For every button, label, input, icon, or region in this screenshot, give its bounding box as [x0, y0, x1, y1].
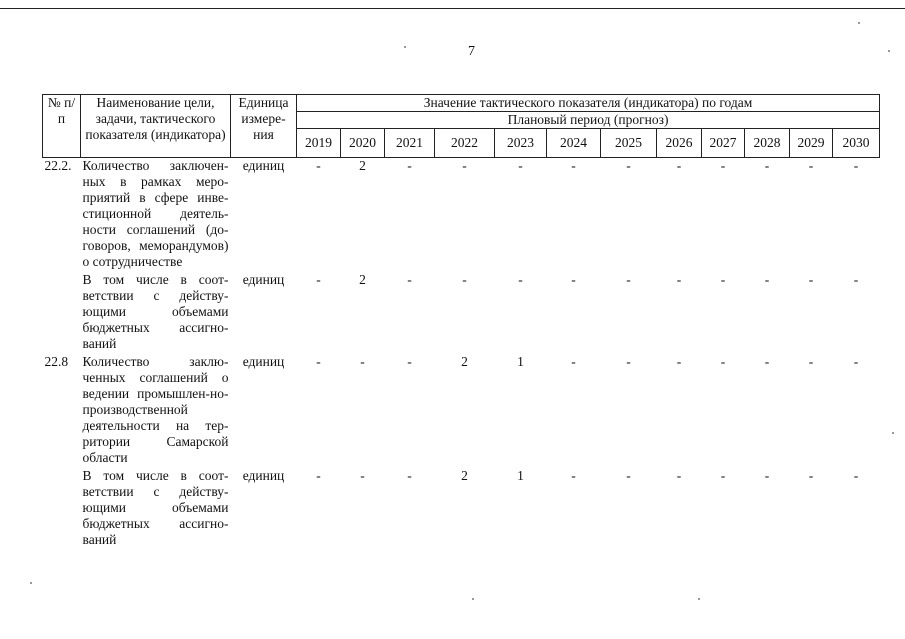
row-value: - — [462, 158, 467, 173]
scan-speck — [698, 598, 700, 600]
row-value: - — [676, 468, 682, 483]
header-year: 2023 — [495, 129, 547, 158]
scan-speck — [404, 46, 406, 48]
row-value: - — [626, 354, 631, 369]
row-value: - — [676, 354, 682, 369]
row-value: - — [462, 272, 467, 287]
row-value: - — [720, 272, 726, 287]
page-top-border — [0, 8, 905, 9]
row-value: - — [518, 158, 523, 173]
row-value: - — [407, 354, 412, 369]
row-name: Количество заклю-ченных соглашений о ведении промышлен-но-производственной деятельности на тер-ритории Самарской области — [82, 354, 229, 465]
scan-speck — [888, 50, 890, 52]
row-value: - — [407, 272, 412, 287]
header-year: 2022 — [435, 129, 495, 158]
row-value: - — [764, 158, 770, 173]
row-name: В том числе в соот-ветствии с действу-ющими объемами бюджетных ассигно-ваний — [82, 272, 229, 351]
row-value: - — [518, 272, 523, 287]
row-value: - — [764, 354, 770, 369]
row-value: 1 — [517, 354, 524, 369]
header-unit: Единица измере-ния — [231, 95, 297, 158]
header-num: № п/п — [43, 95, 81, 158]
row-value: 1 — [517, 468, 524, 483]
row-value: - — [360, 354, 365, 369]
row-value: - — [626, 158, 631, 173]
scan-speck — [892, 432, 894, 434]
header-period-title: Плановый период (прогноз) — [297, 112, 880, 129]
header-year: 2025 — [601, 129, 657, 158]
page-number: 7 — [468, 44, 475, 59]
scan-speck — [30, 582, 32, 584]
header-year: 2028 — [745, 129, 790, 158]
table-row — [43, 354, 880, 468]
row-value: - — [316, 158, 321, 173]
header-values-title: Значение тактического показателя (индикатора) по годам — [297, 95, 880, 112]
row-value: - — [571, 354, 576, 369]
header-year: 2021 — [385, 129, 435, 158]
row-value: - — [808, 158, 814, 173]
row-value: - — [720, 468, 726, 483]
scan-speck — [858, 22, 860, 24]
row-value: 2 — [461, 354, 468, 369]
table-row — [43, 272, 880, 354]
row-num — [43, 272, 81, 354]
row-value: - — [571, 272, 576, 287]
row-value: - — [720, 354, 726, 369]
header-year: 2027 — [702, 129, 745, 158]
row-unit: единиц — [242, 468, 285, 483]
table-row — [43, 158, 880, 273]
row-value: - — [676, 158, 682, 173]
row-unit: единиц — [242, 158, 285, 173]
row-value: - — [360, 468, 365, 483]
row-value: - — [676, 272, 682, 287]
scan-speck — [472, 598, 474, 600]
row-value: - — [571, 468, 576, 483]
header-year: 2019 — [297, 129, 341, 158]
row-value: - — [407, 468, 412, 483]
row-name: Количество заключен-ных в рамках меро-приятий в сфере инве-стиционной деятель-ности соглашений (до-говоров, меморандумов) о сотрудничестве — [82, 158, 229, 269]
header-year: 2020 — [341, 129, 385, 158]
header-year: 2024 — [547, 129, 601, 158]
row-value: - — [853, 354, 859, 369]
row-value: 2 — [359, 272, 366, 287]
row-value: - — [808, 272, 814, 287]
row-value: - — [571, 158, 576, 173]
row-value: - — [407, 158, 412, 173]
header-year: 2026 — [657, 129, 702, 158]
header-name: Наименование цели, задачи, тактического показателя (индикатора) — [81, 95, 231, 158]
row-value: 2 — [461, 468, 468, 483]
row-value: - — [316, 354, 321, 369]
row-value: - — [808, 354, 814, 369]
row-value: - — [626, 272, 631, 287]
indicators-table — [42, 94, 880, 550]
row-value: - — [764, 468, 770, 483]
row-num: 22.2. — [44, 158, 72, 173]
header-year: 2030 — [833, 129, 880, 158]
row-num — [43, 468, 81, 550]
header-year: 2029 — [790, 129, 833, 158]
row-value: - — [808, 468, 814, 483]
row-value: - — [316, 272, 321, 287]
row-value: 2 — [359, 158, 366, 173]
row-value: - — [853, 272, 859, 287]
row-num: 22.8 — [44, 354, 69, 369]
table-row — [43, 468, 880, 550]
row-value: - — [764, 272, 770, 287]
row-unit: единиц — [242, 354, 285, 369]
row-value: - — [853, 468, 859, 483]
row-name: В том числе в соот-ветствии с действу-ющими объемами бюджетных ассигно-ваний — [82, 468, 229, 547]
row-value: - — [316, 468, 321, 483]
row-unit: единиц — [242, 272, 285, 287]
header-row-1 — [43, 95, 880, 112]
row-value: - — [626, 468, 631, 483]
row-value: - — [720, 158, 726, 173]
row-value: - — [853, 158, 859, 173]
